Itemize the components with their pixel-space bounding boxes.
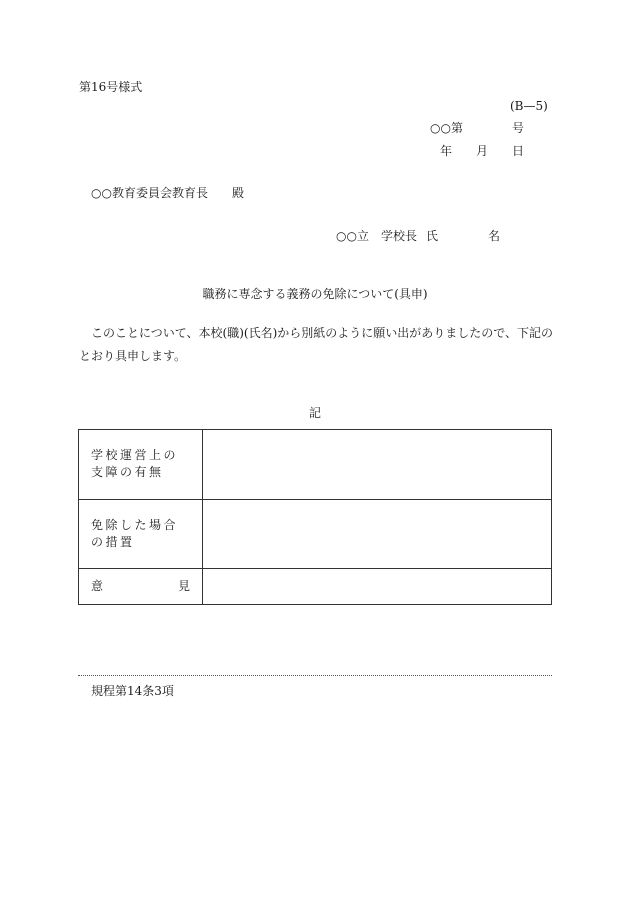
regulation-reference: 規程第14条3項 [91, 684, 174, 698]
document-number-prefix: ○○第 [430, 121, 463, 135]
addressee: ○○教育委員会教育長 殿 [91, 186, 244, 200]
date-month: 月 [476, 144, 489, 158]
row-value-field[interactable] [203, 430, 552, 500]
opinion-char: 意 [91, 579, 104, 594]
row-label [79, 569, 203, 605]
row-label-line: の措置 [91, 534, 135, 549]
opinion-value-field[interactable] [203, 569, 552, 605]
row-value-field[interactable] [203, 499, 552, 569]
form-code: (B—5) [510, 99, 548, 113]
document-number-suffix: 号 [512, 121, 525, 135]
form-number: 第16号様式 [79, 80, 143, 94]
row-label-line: 支障の有無 [91, 465, 164, 480]
table-row [79, 569, 552, 605]
sender-name-label: 氏 [426, 229, 439, 243]
body-text: このことについて、本校(職)(氏名)から別紙のように願い出がありましたので、下記のとおり具申します。 [79, 326, 554, 363]
row-label-line: 学校運営上の [91, 448, 179, 463]
date-day: 日 [512, 144, 525, 158]
dotted-divider [78, 675, 552, 676]
row-label [79, 499, 203, 569]
ki-heading: 記 [308, 406, 321, 420]
opinion-char: 見 [177, 579, 190, 594]
opinion-label [91, 578, 202, 595]
table-row [79, 430, 552, 500]
detail-table [78, 429, 552, 605]
date-year: 年 [440, 144, 453, 158]
row-label [79, 430, 203, 500]
table-row [79, 499, 552, 569]
sender-name-suffix: 名 [488, 229, 501, 243]
document-subject: 職務に専念する義務の免除について(具申) [202, 287, 428, 301]
sender-school: ○○立 学校長 [336, 229, 417, 243]
row-label-line: 免除した場合 [91, 517, 179, 532]
